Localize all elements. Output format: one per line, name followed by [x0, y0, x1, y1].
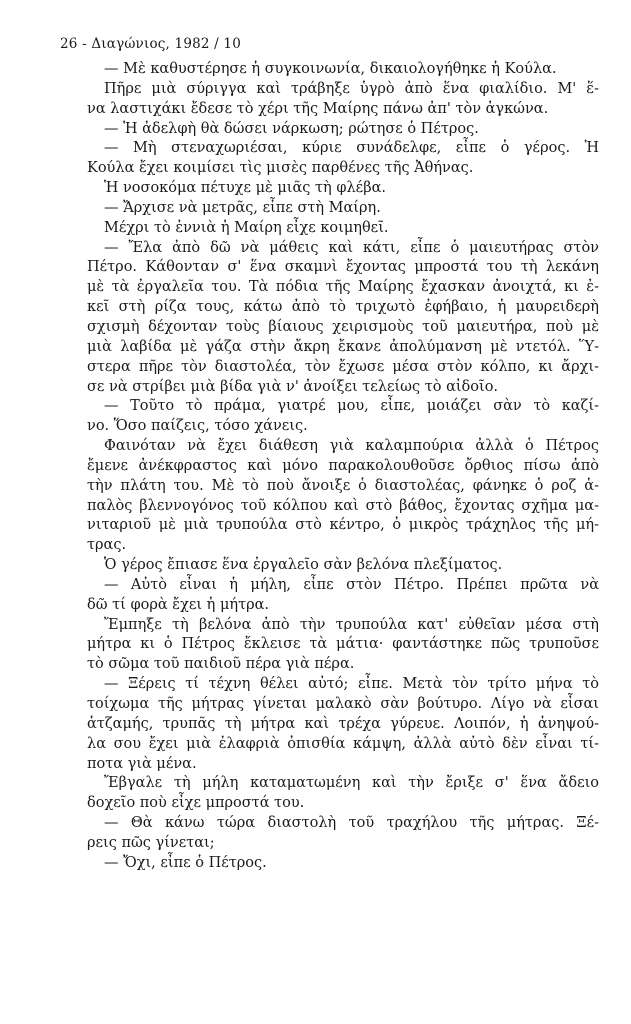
text-line: ρεις πῶς γίνεται;: [87, 834, 215, 851]
text-line: τὸ σῶμα τοῦ παιδιοῦ πέρα γιὰ πέρα.: [87, 656, 355, 673]
text-line: Φαινόταν νὰ ἔχει διάθεση γιὰ καλαμπούρια ἀλλὰ ὁ Πέτρος: [104, 438, 599, 455]
text-line: — Ἔλα ἀπὸ δῶ νὰ μάθεις καὶ κάτι, εἶπε ὁ μαιευτήρας στὸν: [104, 239, 599, 256]
text-line: — Μὴ στεναχωριέσαι, κύριε συνάδελφε, εἶπε ὁ γέρος. Ἡ: [104, 140, 599, 157]
text-line: ποτα γιὰ μένα.: [87, 755, 197, 772]
text-line: — Ξέρεις τί τέχνη θέλει αὐτό; εἶπε. Μετὰ τὸν τρίτο μήνα τὸ: [104, 676, 599, 693]
text-line: — Μὲ καθυστέρησε ἡ συγκοινωνία, δικαιολογήθηκε ἡ Κούλα.: [104, 61, 557, 77]
running-head: 26 - Διαγώνιος, 1982 / 10: [60, 36, 241, 52]
text-line: Κούλα ἔχει κοιμίσει τὶς μισὲς παρθένες τῆς Ἀθήνας.: [87, 160, 474, 177]
text-line: — Ἄρχισε νὰ μετρᾶς, εἶπε στὴ Μαίρη.: [104, 199, 381, 216]
text-line: — Θὰ κάνω τώρα διαστολὴ τοῦ τραχήλου τῆς μήτρας. Ξέ-: [104, 815, 599, 832]
text-line: παλὸς βλεννογόνος τοῦ κόλπου καὶ στὸ βάθος, ἔχοντας σχῆμα μα-: [87, 497, 599, 514]
text-line: Ἡ νοσοκόμα πέτυχε μὲ μιᾶς τὴ φλέβα.: [104, 180, 386, 197]
text-line: Ἔβγαλε τὴ μήλη καταματωμένη καὶ τὴν ἔριξε σ' ἕνα ἄδειο: [104, 775, 599, 792]
text-line: να λαστιχάκι ἔδεσε τὸ χέρι τῆς Μαίρης πάνω ἀπ' τὸν ἀγκώνα.: [87, 100, 549, 117]
text-line: — Αὐτὸ εἶναι ἡ μήλη, εἶπε στὸν Πέτρο. Πρέπει πρῶτα νὰ: [104, 576, 599, 593]
text-line: ἔμενε ἀνέκφραστος καὶ μόνο παρακολουθοῦσε ὄρθιος πίσω ἀπὸ: [87, 457, 599, 474]
text-line: κεῖ στὴ ρίζα τους, κάτω ἀπὸ τὸ τριχωτὸ ἐφήβαιο, ἡ μαυρειδερὴ: [87, 299, 599, 316]
text-line: τρας.: [87, 537, 127, 554]
body-text: [87, 60, 599, 874]
text-line: νιταριοῦ μὲ μιὰ τρυπούλα στὸ κέντρο, ὁ μικρὸς τράχηλος τῆς μή-: [87, 517, 599, 534]
text-line: Μέχρι τὸ ἐννιὰ ἡ Μαίρη εἶχε κοιμηθεῖ.: [104, 219, 389, 236]
text-line: νο. Ὅσο παίζεις, τόσο χάνεις.: [87, 418, 308, 435]
text-line: Πῆρε μιὰ σύριγγα καὶ τράβηξε ὑγρὸ ἀπὸ ἕνα φιαλίδιο. Μ' ἕ-: [104, 80, 599, 97]
text-line: δῶ τί φορὰ ἔχει ἡ μήτρα.: [87, 596, 270, 613]
text-line: σε νὰ στρίβει μιὰ βίδα γιὰ ν' ἀνοίξει τελείως τὸ αἰδοῖο.: [87, 378, 499, 395]
text-line: Πέτρο. Κάθονταν σ' ἕνα σκαμνὶ ἔχοντας μπροστά του τὴ λεκάνη: [87, 259, 599, 276]
text-line: μήτρα κι ὁ Πέτρος ἔκλεισε τὰ μάτια· φαντάστηκε πῶς τρυποῦσε: [87, 636, 599, 653]
text-line: Ὁ γέρος ἔπιασε ἕνα ἐργαλεῖο σὰν βελόνα πλεξίματος.: [104, 557, 503, 574]
text-line: τοίχωμα τῆς μήτρας γίνεται μαλακὸ σὰν βούτυρο. Λίγο νὰ εἶσαι: [87, 696, 599, 712]
text-line: λα σου ἔχει μιὰ ἐλαφριὰ ὀπισθία κάμψη, ἀλλὰ αὐτὸ δὲν εἶναι τί-: [87, 735, 599, 752]
text-line: τὴν πλάτη του. Μὲ τὸ ποὺ ἄνοιξε ὁ διαστολέας, φάνηκε ὁ ροζ ἁ-: [87, 477, 599, 494]
text-line: σχισμὴ δέχονταν τοὺς βίαιους χειρισμοὺς τοῦ μαιευτήρα, ποὺ μὲ: [87, 318, 599, 335]
text-line: — Τοῦτο τὸ πράμα, γιατρέ μου, εἶπε, μοιάζει σὰν τὸ καζί-: [104, 398, 599, 415]
text-line: Ἔμπηξε τὴ βελόνα ἀπὸ τὴν τρυπούλα κατ' εὐθεῖαν μέσα στὴ: [104, 616, 599, 633]
text-line: ἀτζαμής, τρυπᾶς τὴ μήτρα καὶ τρέχα γύρευε. Λοιπόν, ἡ ἀνηψού-: [87, 715, 599, 732]
text-line: μιὰ λαβίδα μὲ γάζα στὴν ἄκρη ἔκανε ἀπολύμανση μὲ ντετόλ. Ὕ-: [87, 338, 599, 355]
text-line: μὲ τὰ ἐργαλεῖα του. Τὰ πόδια τῆς Μαίρης ἔχασκαν ἀνοιχτά, κι ἐ-: [87, 279, 599, 296]
text-line: — Ὄχι, εἶπε ὁ Πέτρος.: [104, 854, 267, 871]
text-line: δοχεῖο ποὺ εἶχε μπροστά του.: [87, 795, 305, 812]
text-line: — Ἡ ἀδελφὴ θὰ δώσει νάρκωση; ρώτησε ὁ Πέτρος.: [104, 120, 479, 137]
text-line: στερα πῆρε τὸν διαστολέα, τὸν ἔχωσε μέσα στὸν κόλπο, κι ἄρχι-: [87, 358, 599, 375]
